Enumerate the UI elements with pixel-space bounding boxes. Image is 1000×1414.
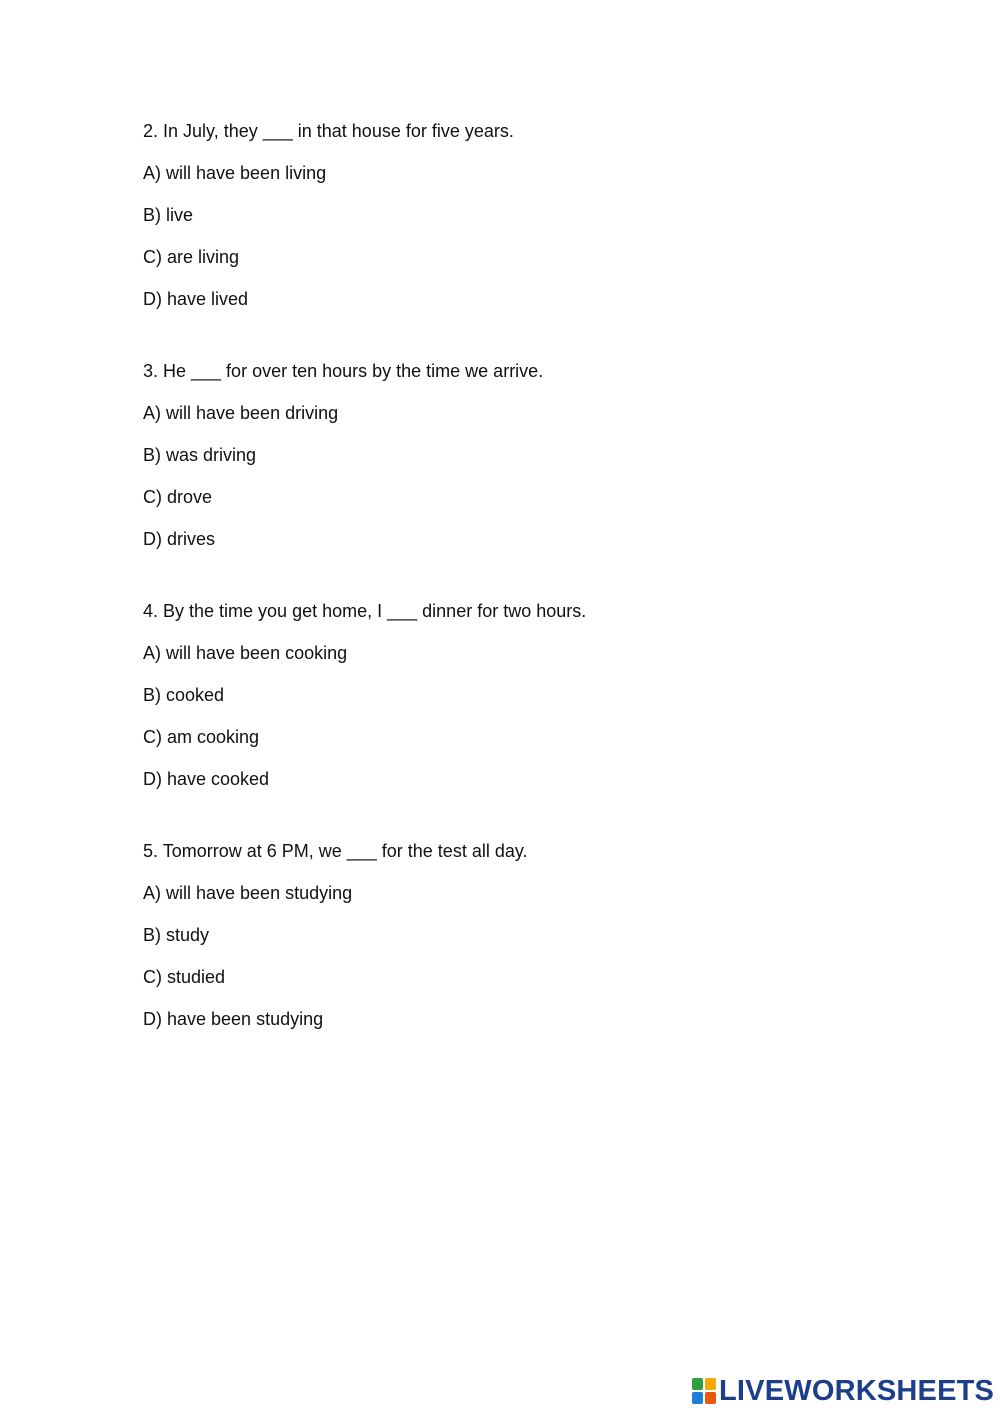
question-prompt: 4. By the time you get home, I ___ dinner for two hours. — [143, 601, 587, 621]
option-b[interactable]: B) study — [143, 925, 210, 945]
question-prompt: 2. In July, they ___ in that house for five years. — [143, 121, 514, 141]
question-5 — [143, 836, 903, 1034]
option-b[interactable]: B) was driving — [143, 445, 257, 465]
option-a[interactable]: A) will have been cooking — [143, 643, 348, 663]
question-3 — [143, 356, 903, 554]
option-d[interactable]: D) have lived — [143, 289, 249, 309]
option-d[interactable]: D) have cooked — [143, 769, 270, 789]
option-c[interactable]: C) studied — [143, 967, 226, 987]
option-a[interactable]: A) will have been driving — [143, 403, 339, 423]
option-b[interactable]: B) live — [143, 205, 194, 225]
option-c[interactable]: C) drove — [143, 487, 213, 507]
liveworksheets-brand — [692, 1374, 994, 1408]
option-d[interactable]: D) drives — [143, 529, 216, 549]
question-2 — [143, 116, 903, 314]
option-c[interactable]: C) are living — [143, 247, 240, 267]
question-prompt: 5. Tomorrow at 6 PM, we ___ for the test all day. — [143, 841, 528, 861]
question-prompt: 3. He ___ for over ten hours by the time we arrive. — [143, 361, 544, 381]
logo-square-2 — [705, 1378, 716, 1390]
option-b[interactable]: B) cooked — [143, 685, 225, 705]
brand-name: LIVEWORKSHEETS — [719, 1375, 995, 1407]
logo-square-3 — [692, 1392, 703, 1404]
option-c[interactable]: C) am cooking — [143, 727, 260, 747]
option-a[interactable]: A) will have been studying — [143, 883, 353, 903]
logo-square-1 — [692, 1378, 703, 1390]
question-4 — [143, 596, 903, 794]
option-a[interactable]: A) will have been living — [143, 163, 327, 183]
liveworksheets-logo-icon — [692, 1378, 716, 1404]
logo-square-4 — [705, 1392, 716, 1404]
question-list — [143, 116, 903, 1076]
option-d[interactable]: D) have been studying — [143, 1009, 324, 1029]
